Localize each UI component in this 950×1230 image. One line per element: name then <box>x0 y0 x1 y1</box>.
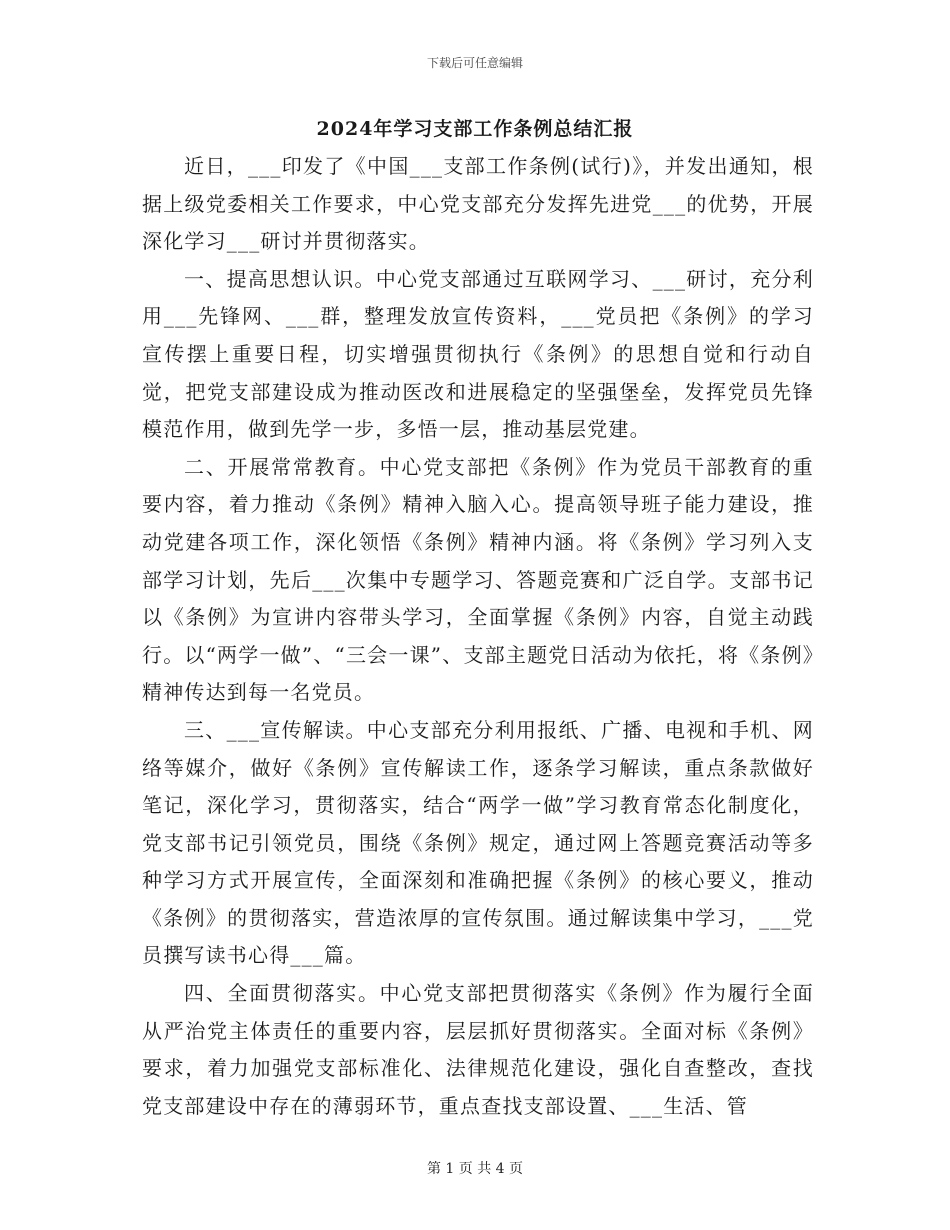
header-note: 下载后可任意编辑 <box>426 56 523 70</box>
paragraph-section-1: 一、提高思想认识。中心党支部通过互联网学习、___研讨，充分利用___先锋网、___群，整理发放宣传资料，___党员把《条例》的学习宣传摆上重要日程，切实增强贯彻执行《条例》的思想自觉和行动自觉，把党支部建设成为推动医改和进展稳定的坚强堡垒，发挥党员先锋模范作用，做到先学一步，多悟一层，推动基层党建。 <box>142 266 814 442</box>
paragraph-section-3: 三、___宣传解读。中心支部充分利用报纸、广播、电视和手机、网络等媒介，做好《条例》宣传解读工作，逐条学习解读，重点条款做好笔记，深化学习，贯彻落实，结合“两学一做”学习教育常态化制度化，党支部书记引领党员，围绕《条例》规定，通过网上答题竞赛活动等多种学习方式开展宣传，全面深刻和准确把握《条例》的核心要义，推动《条例》的贯彻落实，营造浓厚的宣传氛围。通过解读集中学习，___党员撰写读书心得___篇。 <box>142 717 814 968</box>
paragraph-section-2: 二、开展常常教育。中心党支部把《条例》作为党员干部教育的重要内容，着力推动《条例》精神入脑入心。提高领导班子能力建设，推动党建各项工作，深化领悟《条例》精神内涵。将《条例》学习列入支部学习计划，先后___次集中专题学习、答题竞赛和广泛自学。支部书记以《条例》为宣讲内容带头学习，全面掌握《条例》内容，自觉主动践行。以“两学一做”、“三会一课”、支部主题党日活动为依托，将《条例》精神传达到每一名党员。 <box>142 454 814 705</box>
document-body <box>142 148 814 1125</box>
document-title: 2024年学习支部工作条例总结汇报 <box>316 118 634 140</box>
paragraph-section-4: 四、全面贯彻落实。中心党支部把贯彻落实《条例》作为履行全面从严治党主体责任的重要内容，层层抓好贯彻落实。全面对标《条例》要求，着力加强党支部标准化、法律规范化建设，强化自查整改，查找党支部建设中存在的薄弱环节，重点查找支部设置、___生活、管 <box>142 981 814 1118</box>
page-footer: 第 1 页 共 4 页 <box>426 1161 524 1177</box>
paragraph-intro: 近日，___印发了《中国___支部工作条例(试行)》，并发出通知，根据上级党委相关工作要求，中心党支部充分发挥先进党___的优势，开展深化学习___研讨并贯彻落实。 <box>142 154 814 254</box>
